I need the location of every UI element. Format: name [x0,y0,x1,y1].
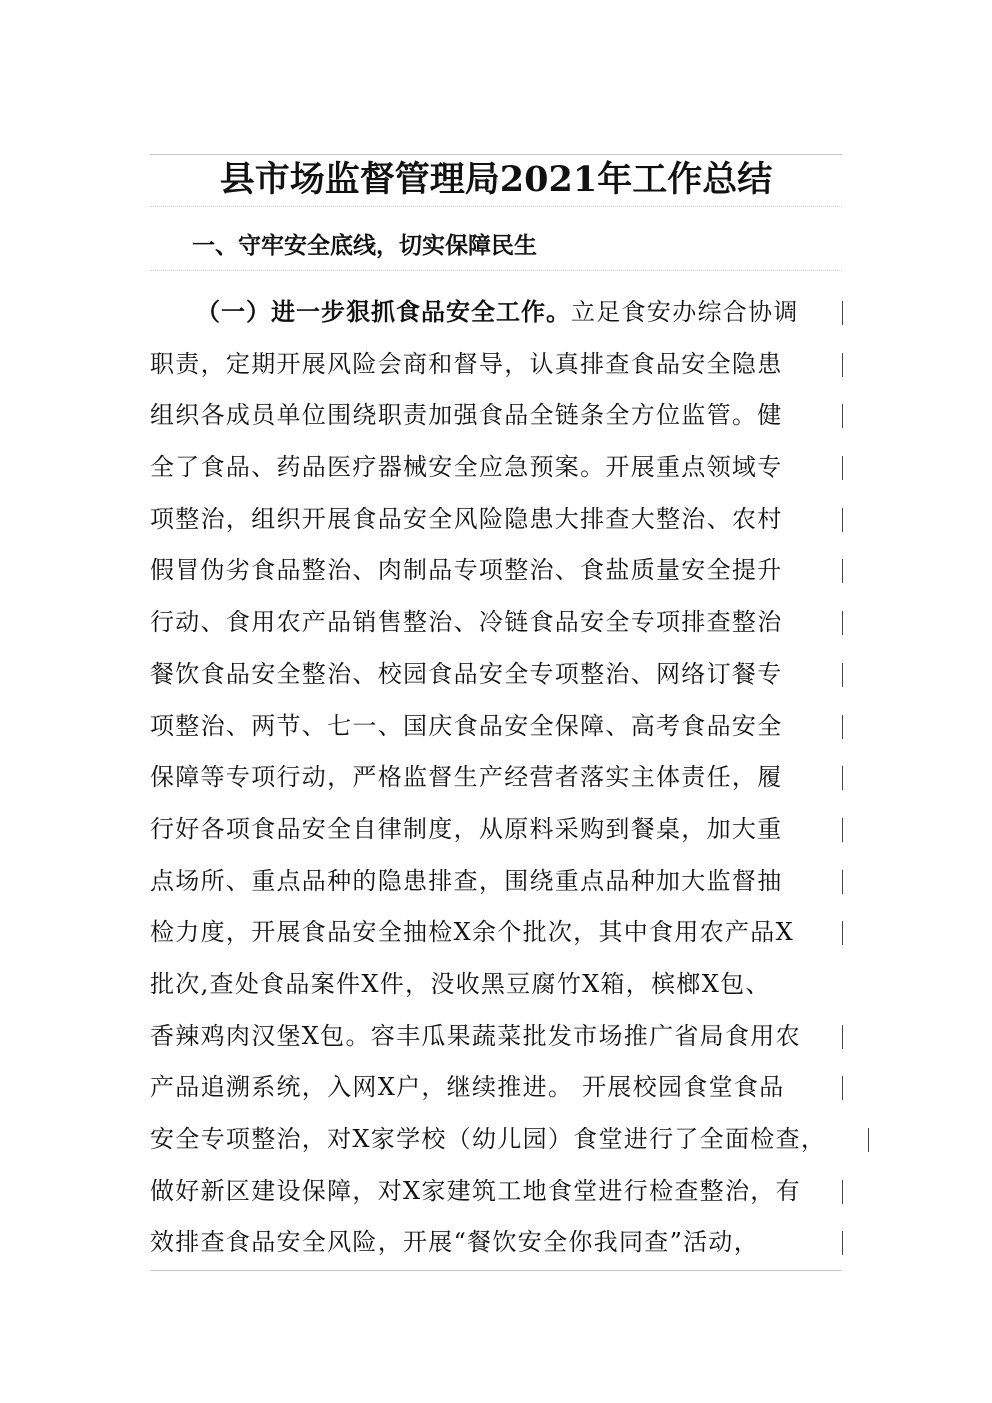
line-edge-mark [842,766,843,790]
paragraph-line [150,1217,850,1269]
paragraph-line [150,390,850,442]
paragraph-line [150,959,850,1011]
section-bottom-rule [150,270,842,271]
line-edge-mark [842,301,843,325]
paragraph-line [150,597,850,649]
line-edge-mark [842,1025,843,1049]
line-edge-mark [842,456,843,480]
paragraph-line [150,701,850,753]
line-edge-mark [842,663,843,687]
line-text: 检力度，开展食品安全抽检X余个批次，其中食用农产品X [150,918,794,947]
line-edge-mark [842,508,843,532]
paragraph-line [150,339,850,391]
line-text: 立足食安办综合协调 [571,298,799,326]
body-text [150,287,850,1269]
paragraph-line [150,1062,850,1114]
line-text: 效排查食品安全风险，开展“餐饮安全你我同查”活动， [150,1228,760,1257]
line-edge-mark [842,870,843,894]
line-edge-mark [842,404,843,428]
paragraph-line [150,907,850,959]
paragraph-line [150,442,850,494]
line-text: 做好新区建设保障，对X家建筑工地食堂进行检查整治，有 [150,1176,801,1205]
line-edge-mark [842,1076,843,1100]
paragraph-line [150,1166,850,1218]
line-text: 组织各成员单位围绕职责加强食品全链条全方位监管。健 [150,401,783,430]
line-text: 项整治，组织开展食品安全风险隐患大排查大整治、农村 [150,504,783,533]
line-text: 全了食品、药品医疗器械安全应急预案。开展重点领域专 [150,453,783,482]
document-title: 县市场监督管理局2021年工作总结 [219,159,773,200]
line-edge-mark [868,1128,869,1152]
line-edge-mark [842,611,843,635]
paragraph-line [150,1114,850,1166]
title-bottom-rule [150,206,842,207]
line-edge-mark [842,559,843,583]
line-edge-mark [842,818,843,842]
line-text: 职责，定期开展风险会商和督导，认真排查食品安全隐患 [150,349,783,378]
line-edge-mark [842,1231,843,1255]
line-edge-mark [842,1180,843,1204]
line-text: 批次,查处食品案件X件，没收黑豆腐竹X箱，槟榔X包、 [150,969,771,998]
sub-heading: （一）进一步狠抓食品安全工作。 [196,298,571,326]
paragraph-line [150,856,850,908]
paragraph-line [150,494,850,546]
line-text: 点场所、重点品种的隐患排查，围绕重点品种加大监督抽 [150,866,783,895]
line-text: 行好各项食品安全自律制度，从原料采购到餐桌，加大重 [150,814,783,843]
line-text: 餐饮食品安全整治、校园食品安全专项整治、网络订餐专 [150,659,783,688]
paragraph-line [150,287,850,339]
page-bottom-rule [150,1270,842,1271]
section-heading: 一、守牢安全底线，切实保障民生 [192,233,537,259]
line-text: 香辣鸡肉汉堡X包。容丰瓜果蔬菜批发市场推广省局食用农 [150,1021,801,1050]
paragraph-line [150,752,850,804]
line-edge-mark [842,921,843,945]
line-text: 假冒伪劣食品整治、肉制品专项整治、食盐质量安全提升 [150,556,783,585]
paragraph-line [150,1011,850,1063]
line-text: 行动、食用农产品销售整治、冷链食品安全专项排查整治 [150,608,783,637]
paragraph-line [150,649,850,701]
paragraph-line [150,804,850,856]
line-text: 保障等专项行动，严格监督生产经营者落实主体责任，履 [150,763,783,792]
line-text: 安全专项整治，对X家学校（幼儿园）食堂进行了全面检查， [150,1125,827,1153]
line-text: 产品追溯系统，入网X户，继续推进。 开展校园食堂食品 [150,1073,785,1102]
line-edge-mark [842,353,843,377]
line-edge-mark [842,715,843,739]
line-text: 项整治、两节、七一、国庆食品安全保障、高考食品安全 [150,711,783,740]
paragraph-line [150,545,850,597]
